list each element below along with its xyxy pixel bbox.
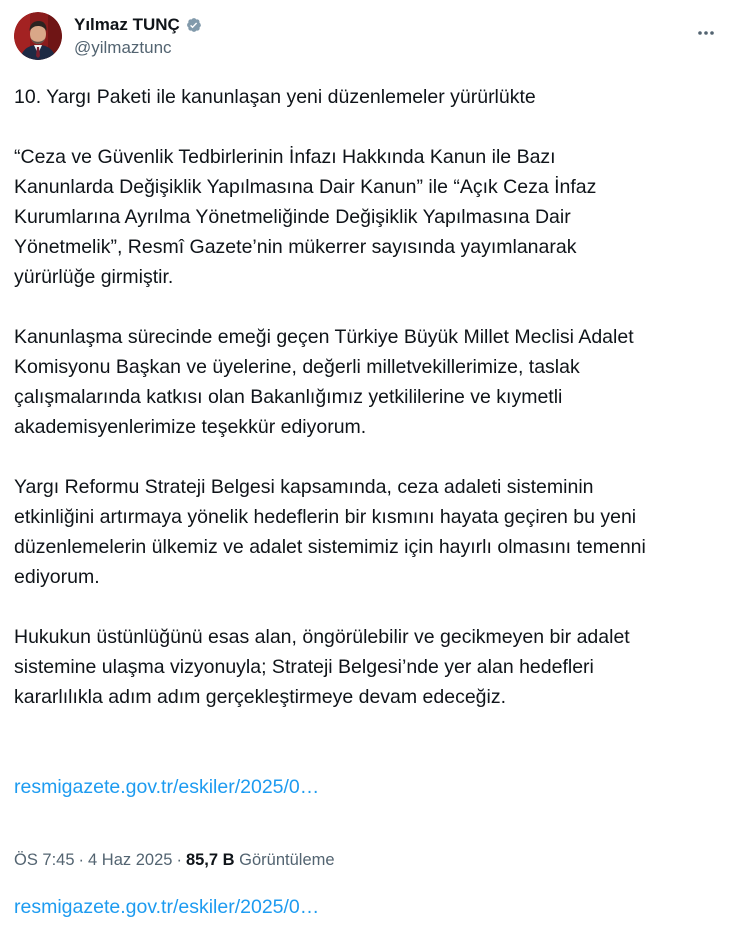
- tweet-date[interactable]: 4 Haz 2025: [88, 851, 173, 869]
- avatar[interactable]: [14, 12, 62, 60]
- display-name-row: [74, 14, 204, 36]
- author-handle[interactable]: @yilmaztunc: [74, 38, 172, 57]
- avatar-image: [14, 12, 62, 60]
- meta-separator: ·: [176, 851, 182, 869]
- tweet-meta: [14, 851, 335, 870]
- views-count[interactable]: 85,7 B: [185, 851, 235, 869]
- author-names: [74, 14, 204, 58]
- tweet-paragraph-thanks: Kanunlaşma sürecinde emeği geçen Türkiye Büyük Millet Meclisi Adalet Komisyonu Başkan ve üyelerine, değerli milletvekillerimize, taslak çalışmalarında katkısı olan Bakanlığımız yetkililerine ve kıymetli akademisyenlerimize teşekkür ediyorum.: [14, 326, 634, 438]
- more-options-button[interactable]: [689, 16, 723, 50]
- tweet-time[interactable]: ÖS 7:45: [14, 851, 75, 869]
- verified-badge-icon: [184, 15, 204, 35]
- tweet-paragraph-vision: Hukukun üstünlüğünü esas alan, öngörülebilir ve gecikmeyen bir adalet sistemine ulaşma vizyonuyla; Strateji Belgesi’nde yer alan hedefleri kararlılıkla adım adım gerçekleştirmeye devam edeceğiz.: [14, 626, 630, 708]
- resmigazete-link-1[interactable]: resmigazete.gov.tr/eskiler/2025/0…: [14, 776, 320, 798]
- views-label: Görüntüleme: [239, 851, 335, 869]
- tweet-header: [14, 12, 723, 64]
- tweet-body: [14, 82, 726, 952]
- resmigazete-link-2[interactable]: resmigazete.gov.tr/eskiler/2025/0…: [14, 896, 320, 918]
- display-name[interactable]: Yılmaz TUNÇ: [74, 15, 180, 34]
- tweet-paragraph-announcement: “Ceza ve Güvenlik Tedbirlerinin İnfazı Hakkında Kanun ile Bazı Kanunlarda Değişiklik Yapılmasına Dair Kanun” ile “Açık Ceza İnfaz Kurumlarına Ayrılma Yönetmeliğinde Değişiklik Yapılmasına Dair Yönetmelik”, Resmî Gazete’nin mükerrer sayısında yayımlanarak yürürlüğe girmiştir.: [14, 146, 597, 288]
- tweet-paragraph-headline: 10. Yargı Paketi ile kanunlaşan yeni düzenlemeler yürürlükte: [14, 86, 536, 108]
- tweet-paragraph-reform: Yargı Reformu Strateji Belgesi kapsamında, ceza adaleti sisteminin etkinliğini artırmaya yönelik hedeflerin bir kısmını hayata geçiren bu yeni düzenlemelerin ülkemiz ve adalet sistemimiz için hayırlı olmasını temenni ediyorum.: [14, 476, 646, 588]
- more-options-icon: [696, 23, 716, 43]
- meta-separator: ·: [78, 851, 85, 869]
